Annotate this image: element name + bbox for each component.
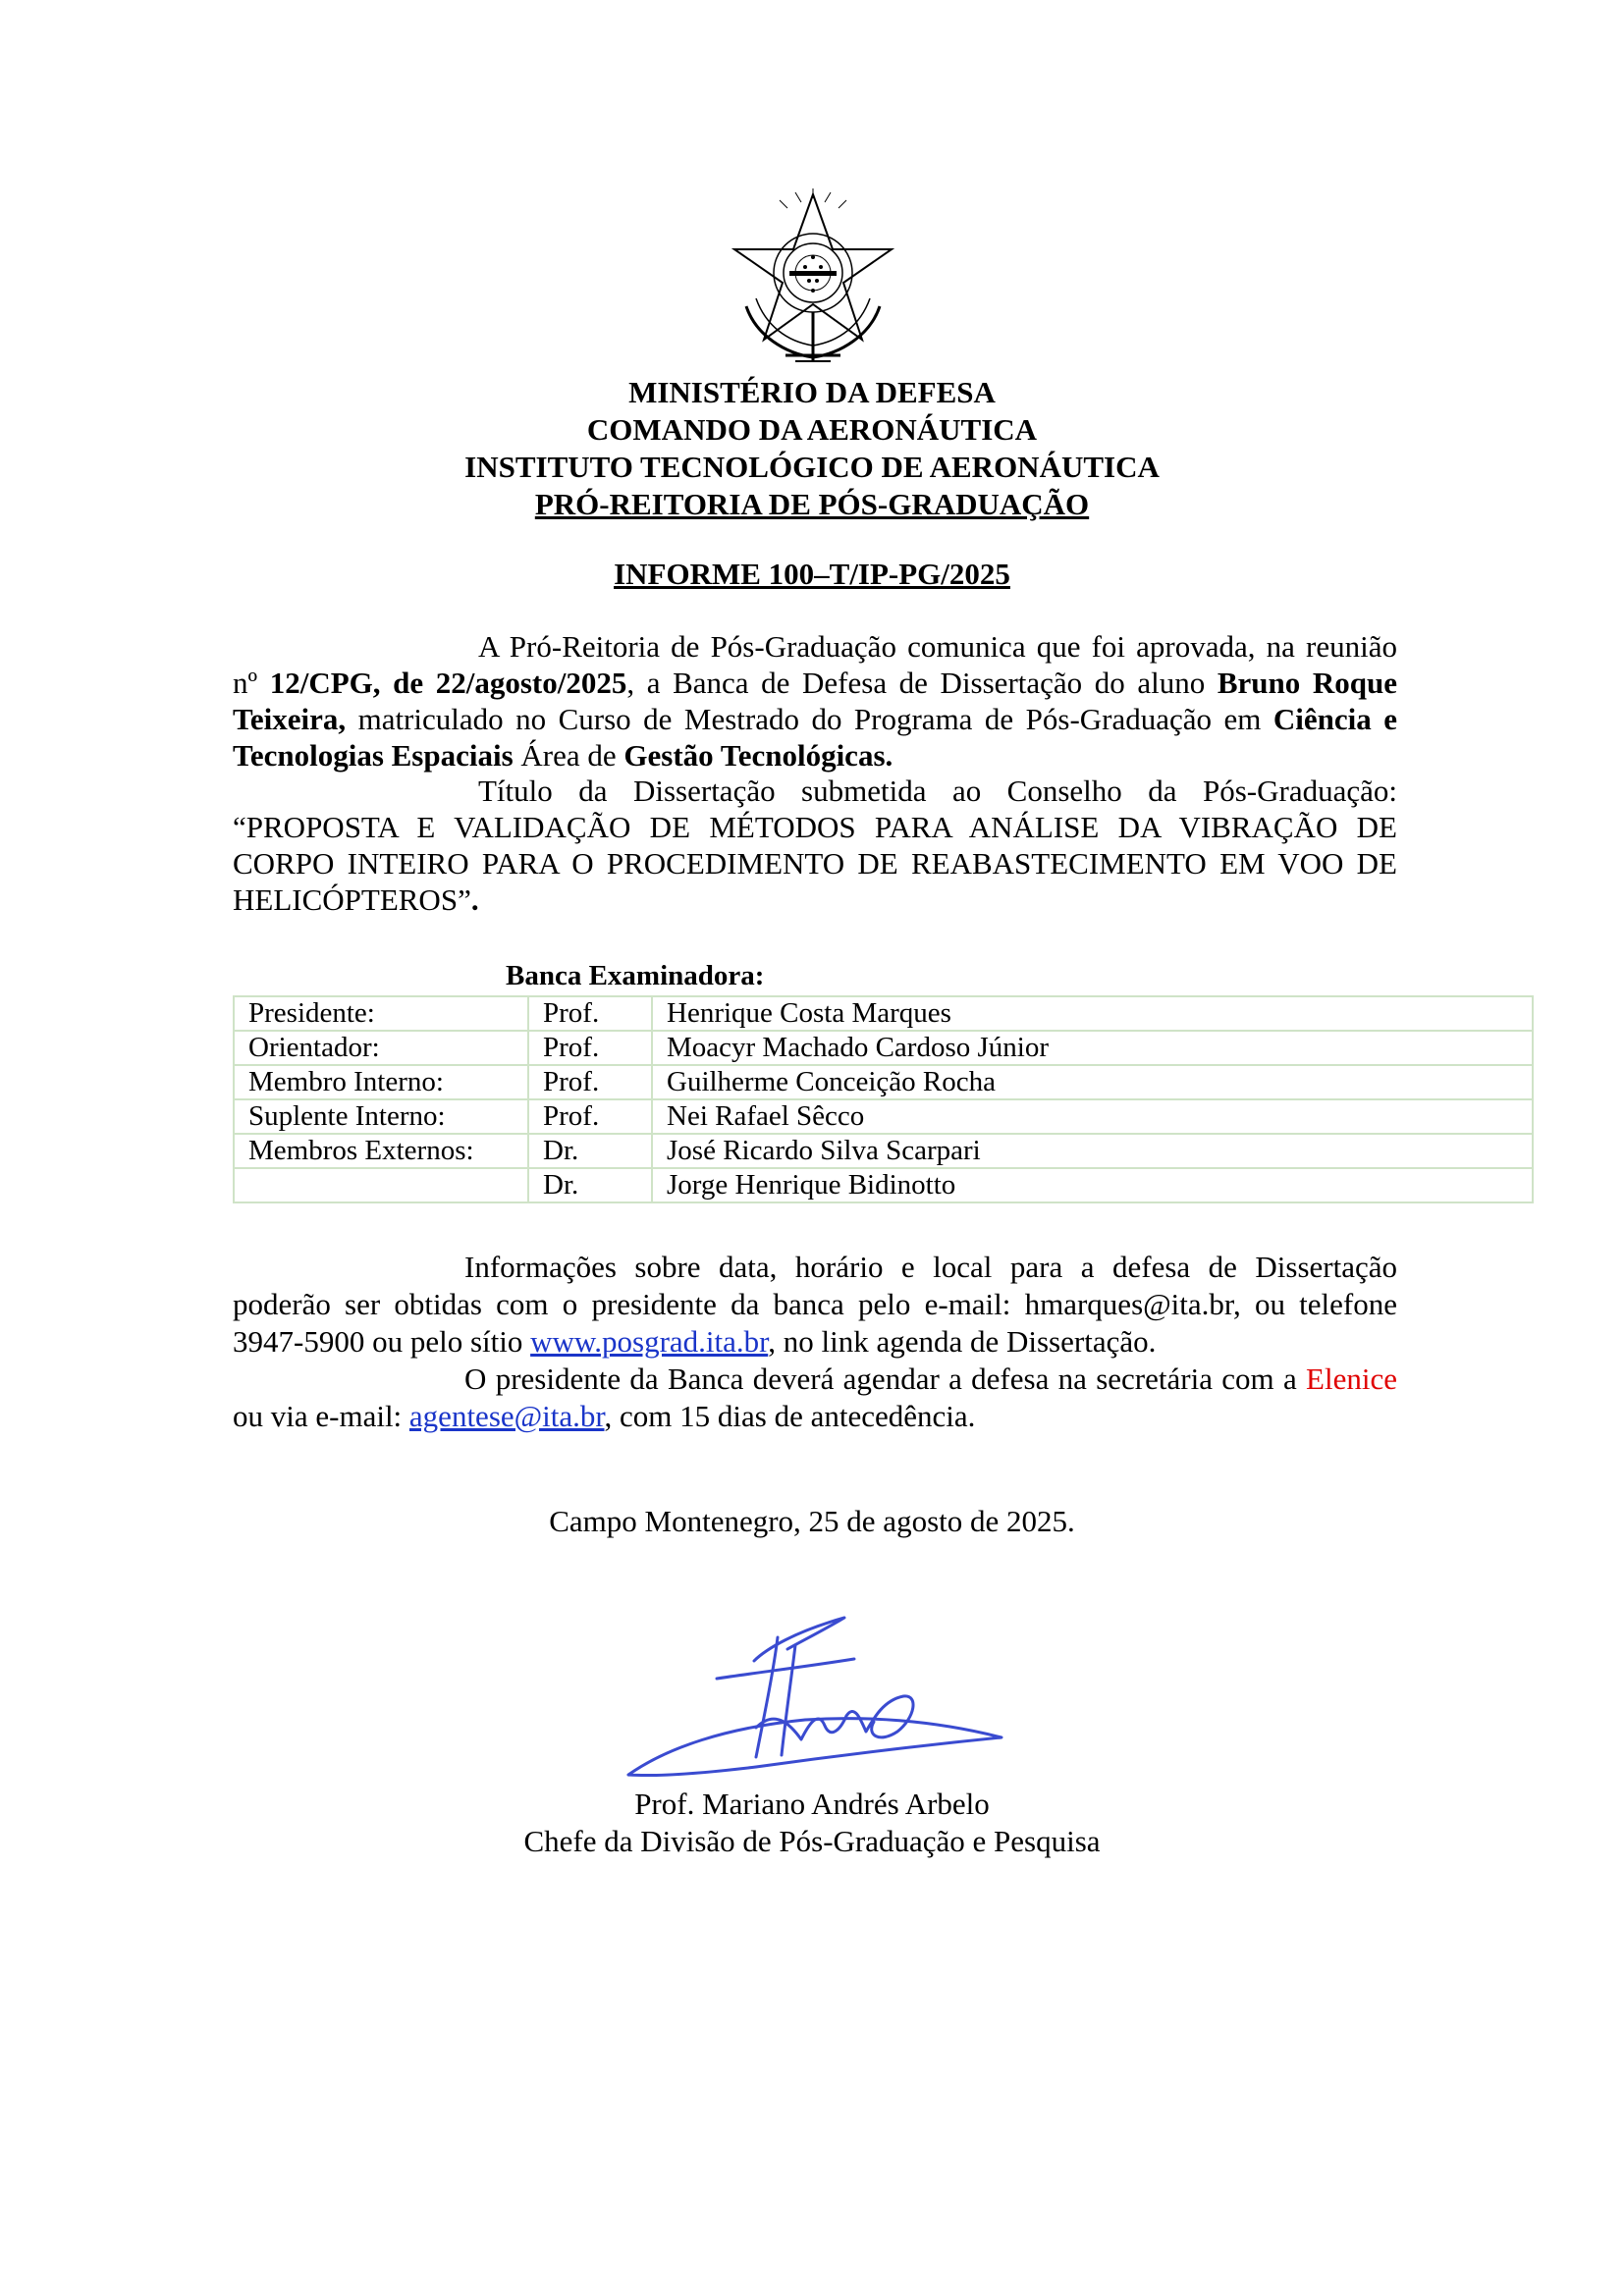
board-member-role — [234, 1168, 528, 1202]
board-row — [234, 1099, 1533, 1134]
board-member-name: Guilherme Conceição Rocha — [652, 1065, 1533, 1099]
information-text: Informações sobre data, horário e local para a defesa de Dissertação poderão ser obtidas com o presidente da banca pelo e-mail: hmarques@ita.br, ou telefone 3947-5900 ou pelo sítio — [233, 1250, 1397, 1359]
board-member-title: Dr. — [528, 1168, 652, 1202]
board-row — [234, 1168, 1533, 1202]
approval-paragraph — [233, 628, 1397, 774]
board-member-role: Membro Interno: — [234, 1065, 528, 1099]
scheduling-text-end: , com 15 dias de antecedência. — [604, 1399, 976, 1433]
command-heading: COMANDO DA AERONÁUTICA — [586, 412, 1038, 447]
examining-board-table — [233, 995, 1534, 1203]
signer-name: Prof. Mariano Andrés Arbelo — [634, 1787, 990, 1821]
dissertation-title-paragraph — [233, 773, 1397, 918]
area-name: Gestão Tecnológicas. — [623, 738, 893, 773]
board-row — [234, 996, 1533, 1031]
board-member-role: Orientador: — [234, 1031, 528, 1065]
approval-text: A Pró-Reitoria de Pós-Graduação comunica que foi aprovada, na reunião nº — [233, 629, 1397, 700]
board-member-name: Henrique Costa Marques — [652, 996, 1533, 1031]
board-member-name: José Ricardo Silva Scarpari — [652, 1134, 1533, 1168]
scheduling-paragraph — [233, 1361, 1397, 1435]
signer-role: Chefe da Divisão de Pós-Graduação e Pesquisa — [523, 1824, 1101, 1858]
meeting-reference: 12/CPG, de 22/agosto/2025 — [269, 666, 627, 700]
board-row — [234, 1134, 1533, 1168]
agentese-email-link[interactable]: agentese@ita.br — [408, 1399, 605, 1433]
board-member-title: Dr. — [528, 1134, 652, 1168]
dissertation-title: “PROPOSTA E VALIDAÇÃO DE MÉTODOS PARA ANÁLISE DA VIBRAÇÃO DE CORPO INTEIRO PARA O PROCEDIMENTO DE REABASTECIMENTO EM VOO DE HELICÓPTEROS” — [233, 810, 1397, 917]
board-row — [234, 1031, 1533, 1065]
board-member-role: Presidente: — [234, 996, 528, 1031]
board-member-role: Membros Externos: — [234, 1134, 528, 1168]
board-member-title: Prof. — [528, 1065, 652, 1099]
board-member-role: Suplente Interno: — [234, 1099, 528, 1134]
scheduling-text-2: ou via e-mail: — [233, 1399, 409, 1433]
posgrad-link[interactable]: www.posgrad.ita.br — [530, 1324, 769, 1359]
institute-heading: INSTITUTO TECNOLÓGICO DE AERONÁUTICA — [464, 450, 1160, 484]
secretary-name: Elenice — [1306, 1362, 1397, 1396]
board-member-title: Prof. — [528, 1099, 652, 1134]
scheduling-text: O presidente da Banca deverá agendar a defesa na secretária com a — [464, 1362, 1307, 1396]
approval-text-4: Área de — [513, 738, 624, 773]
coat-of-arms-seal — [727, 188, 899, 367]
information-text-end: , no link agenda de Dissertação. — [768, 1324, 1157, 1359]
board-member-title: Prof. — [528, 1031, 652, 1065]
handwritten-signature — [609, 1610, 1021, 1787]
dissertation-title-label: Título da Dissertação submetida ao Conselho da Pós-Graduação: — [478, 774, 1397, 808]
approval-text-2: , a Banca de Defesa de Dissertação do aluno — [626, 666, 1218, 700]
ministry-heading: MINISTÉRIO DA DEFESA — [628, 375, 996, 409]
student-name: Bruno Roque Teixeira, — [233, 666, 1398, 736]
board-member-name: Moacyr Machado Cardoso Júnior — [652, 1031, 1533, 1065]
board-title: Banca Examinadora: — [506, 960, 765, 991]
program-name: Ciência e Tecnologias Espaciais — [233, 702, 1398, 773]
board-row — [234, 1065, 1533, 1099]
place-date: Campo Montenegro, 25 de agosto de 2025. — [549, 1504, 1075, 1538]
approval-text-3: matriculado no Curso de Mestrado do Programa de Pós-Graduação em — [346, 702, 1273, 736]
board-member-title: Prof. — [528, 996, 652, 1031]
board-member-name: Jorge Henrique Bidinotto — [652, 1168, 1533, 1202]
prorectory-heading: PRÓ-REITORIA DE PÓS-GRADUAÇÃO — [534, 487, 1090, 521]
information-paragraph — [233, 1249, 1397, 1361]
dissertation-title-end: . — [470, 882, 479, 917]
informe-number: INFORME 100–T/IP-PG/2025 — [614, 557, 1010, 591]
board-member-name: Nei Rafael Sêcco — [652, 1099, 1533, 1134]
